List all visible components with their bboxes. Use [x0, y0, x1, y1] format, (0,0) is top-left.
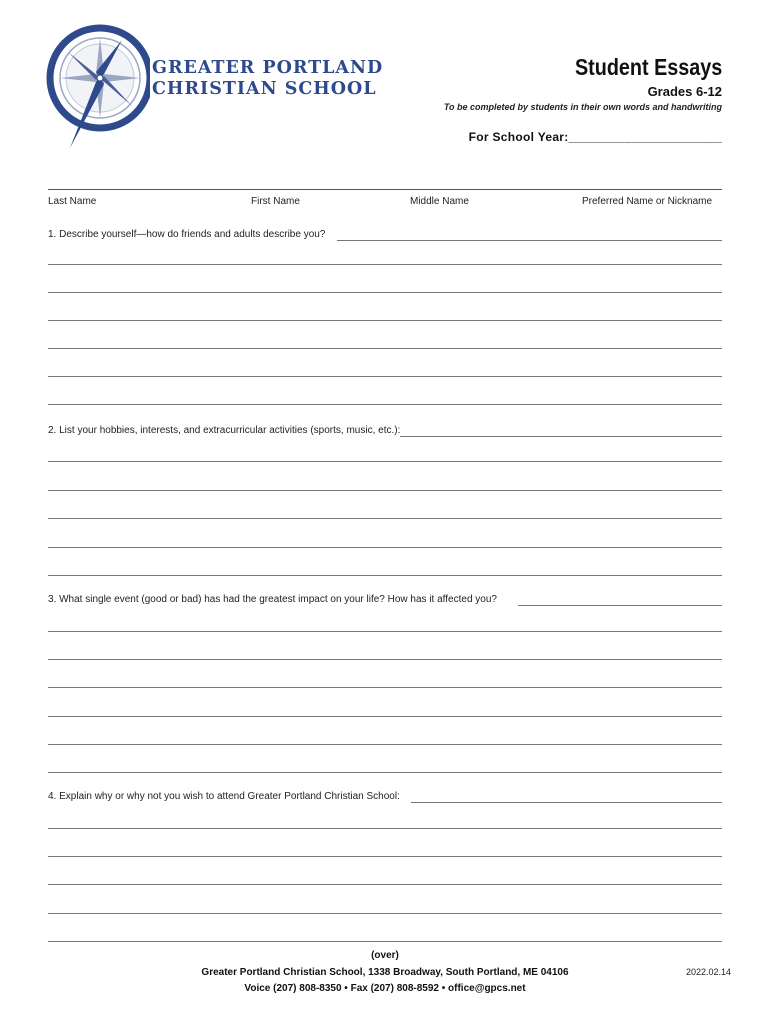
question-1-answer-line[interactable]	[337, 240, 722, 241]
answer-line[interactable]	[48, 320, 722, 321]
question-4: 4. Explain why or why not you wish to attend Greater Portland Christian School:	[48, 791, 400, 802]
answer-line[interactable]	[48, 772, 722, 773]
answer-line[interactable]	[48, 828, 722, 829]
answer-line[interactable]	[48, 575, 722, 576]
question-1: 1. Describe yourself—how do friends and adults describe you?	[48, 229, 326, 240]
answer-line[interactable]	[48, 404, 722, 405]
answer-line[interactable]	[48, 631, 722, 632]
question-3: 3. What single event (good or bad) has had the greatest impact on your life? How has it affected you?	[48, 594, 497, 605]
answer-line[interactable]	[48, 292, 722, 293]
over-note: (over)	[371, 950, 399, 961]
school-name	[152, 58, 383, 100]
footer-contact: Voice (207) 808-8350 • Fax (207) 808-8592 • office@gpcs.net	[244, 983, 526, 994]
last-name-label: Last Name	[48, 196, 97, 207]
school-name-line-1: GREATER PORTLAND	[152, 58, 384, 78]
answer-line[interactable]	[48, 518, 722, 519]
answer-line[interactable]	[48, 913, 722, 914]
page-title: Student Essays	[574, 54, 722, 80]
answer-line[interactable]	[48, 490, 722, 491]
answer-line[interactable]	[48, 547, 722, 548]
answer-line[interactable]	[48, 264, 722, 265]
answer-line[interactable]	[48, 348, 722, 349]
answer-line[interactable]	[48, 376, 722, 377]
answer-line[interactable]	[48, 716, 722, 717]
answer-line[interactable]	[48, 687, 722, 688]
instruction-text: To be completed by students in their own words and handwriting	[443, 102, 722, 112]
footer-address: Greater Portland Christian School, 1338 Broadway, South Portland, ME 04106	[201, 967, 569, 978]
school-year-field[interactable]: For School Year:______________________	[468, 130, 722, 144]
question-3-answer-line[interactable]	[518, 605, 722, 606]
preferred-name-label: Preferred Name or Nickname	[582, 196, 713, 207]
answer-line[interactable]	[48, 856, 722, 857]
question-2-answer-line[interactable]	[400, 436, 722, 437]
school-name-line-2: CHRISTIAN SCHOOL	[152, 79, 377, 99]
answer-line[interactable]	[48, 461, 722, 462]
form-version-code: 2022.02.14	[686, 967, 732, 977]
answer-line[interactable]	[48, 884, 722, 885]
middle-name-label: Middle Name	[410, 196, 469, 207]
question-2: 2. List your hobbies, interests, and extracurricular activities (sports, music, etc.):	[48, 425, 401, 436]
answer-line[interactable]	[48, 659, 722, 660]
compass-logo-icon	[40, 22, 150, 150]
grades-label: Grades 6-12	[647, 84, 722, 99]
answer-line[interactable]	[48, 744, 722, 745]
first-name-label: First Name	[251, 196, 300, 207]
answer-line[interactable]	[48, 941, 722, 942]
question-4-answer-line[interactable]	[411, 802, 722, 803]
name-input-line[interactable]	[48, 189, 722, 190]
